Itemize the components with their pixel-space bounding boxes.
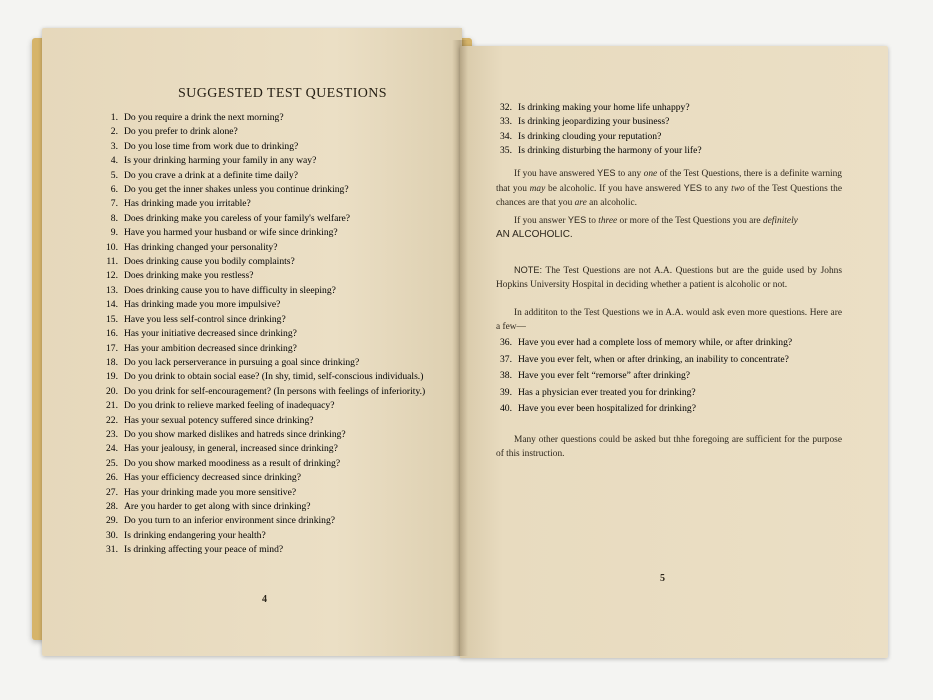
list-item: 11. Does drinking cause you bodily complaints? [106,256,295,268]
list-item: 8. Does drinking make you careless of your family's welfare? [110,212,351,224]
list-item: 17. Has your ambition decreased since drinking? [106,342,297,354]
question-list-right-bottom [494,335,834,418]
list-item: 7. Has drinking made you irritable? [110,198,251,210]
page-number-right: 5 [660,573,665,584]
list-item: 33. Is drinking jeopardizing your business? [500,116,670,128]
list-item: 37. Have you ever felt, when or after drinking, an inability to concentrate? [500,353,789,365]
list-item: 39. Has a physician ever treated you for drinking? [500,386,696,398]
list-item: 23. Do you show marked dislikes and hatreds since drinking? [106,428,346,440]
list-item: 20. Do you drink for self-encouragement? (In persons with feelings of inferiority.) [106,385,426,397]
warning-paragraph: If you have answered YES to any one of the Test Questions, there is a definite warning that you may be alcoholic. If you have answered YES to any two of the Test Questions the chances are that you are an alcoholic. [496,168,842,209]
list-item: 18. Do you lack perserverance in pursuing a goal since drinking? [106,356,360,368]
list-item: 35. Is drinking disturbing the harmony of your life? [500,145,702,157]
closing-paragraph: Many other questions could be asked but thhe foregoing are sufficient for the purpose of this instruction. [496,435,842,460]
list-item: 2. Do you prefer to drink alone? [110,126,238,138]
page-gutter [452,40,468,656]
list-item: 3. Do you lose time from work due to drinking? [110,140,299,152]
list-item: 1. Do you require a drink the next morning? [110,112,284,123]
definite-paragraph: If you answer YES to three or more of the Test Questions you are definitely AN ALCOHOLIC. [496,215,798,241]
list-item: 14. Has drinking made you more impulsive? [106,299,281,311]
list-item: 22. Has your sexual potency suffered since drinking? [106,414,314,426]
list-item: 16. Has your initiative decreased since drinking? [106,328,297,340]
list-item: 30. Is drinking endangering your health? [106,529,266,541]
page-title: SUGGESTED TEST QUESTIONS [178,86,387,101]
list-item: 40. Have you ever been hospitalized for drinking? [500,403,696,415]
list-item: 4. Is your drinking harming your family in any way? [110,155,317,167]
list-item: 38. Have you ever felt “remorse” after drinking? [500,370,691,382]
list-item: 26. Has your efficiency decreased since drinking? [106,472,301,484]
list-item: 36. Have you ever had a complete loss of memory while, or after drinking? [500,337,793,348]
list-item: 15. Have you less self-control since drinking? [106,313,286,325]
list-item: 5. Do you crave a drink at a definite time daily? [110,169,298,181]
list-item: 25. Do you show marked moodiness as a result of drinking? [106,457,341,469]
list-item: 13. Does drinking cause you to have difficulty in sleeping? [106,284,336,296]
list-item: 12. Does drinking make you restless? [106,270,254,282]
list-item: 9. Have you harmed your husband or wife since drinking? [110,227,338,239]
list-item: 19. Do you drink to obtain social ease? (In shy, timid, self-conscious individuals.) [106,371,424,383]
addition-paragraph: In addititon to the Test Questions we in A.A. would ask even more questions. Here are a few— [496,308,842,333]
list-item: 21. Do you drink to relieve marked feeling of inadequacy? [106,400,335,412]
question-list-left [100,111,445,558]
list-item: 27. Has your drinking made you more sensitive? [106,486,297,498]
question-list-right-top [494,101,834,159]
list-item: 6. Do you get the inner shakes unless you continue drinking? [110,184,349,196]
list-item: 24. Has your jealousy, in general, increased since drinking? [106,443,338,455]
list-item: 29. Do you turn to an inferior environment since drinking? [106,515,336,527]
page-number-left: 4 [262,594,267,605]
note-paragraph: NOTE: The Test Questions are not A.A. Questions but are the guide used by Johns Hopkins University Hospital in deciding whether a patient is alcoholic or not. [496,265,842,291]
list-item: 32. Is drinking making your home life unhappy? [500,102,690,113]
list-item: 34. Is drinking clouding your reputation? [500,130,662,142]
list-item: 10. Has drinking changed your personality? [106,241,278,253]
list-item: 28. Are you harder to get along with since drinking? [106,500,311,512]
list-item: 31. Is drinking affecting your peace of mind? [106,544,284,556]
